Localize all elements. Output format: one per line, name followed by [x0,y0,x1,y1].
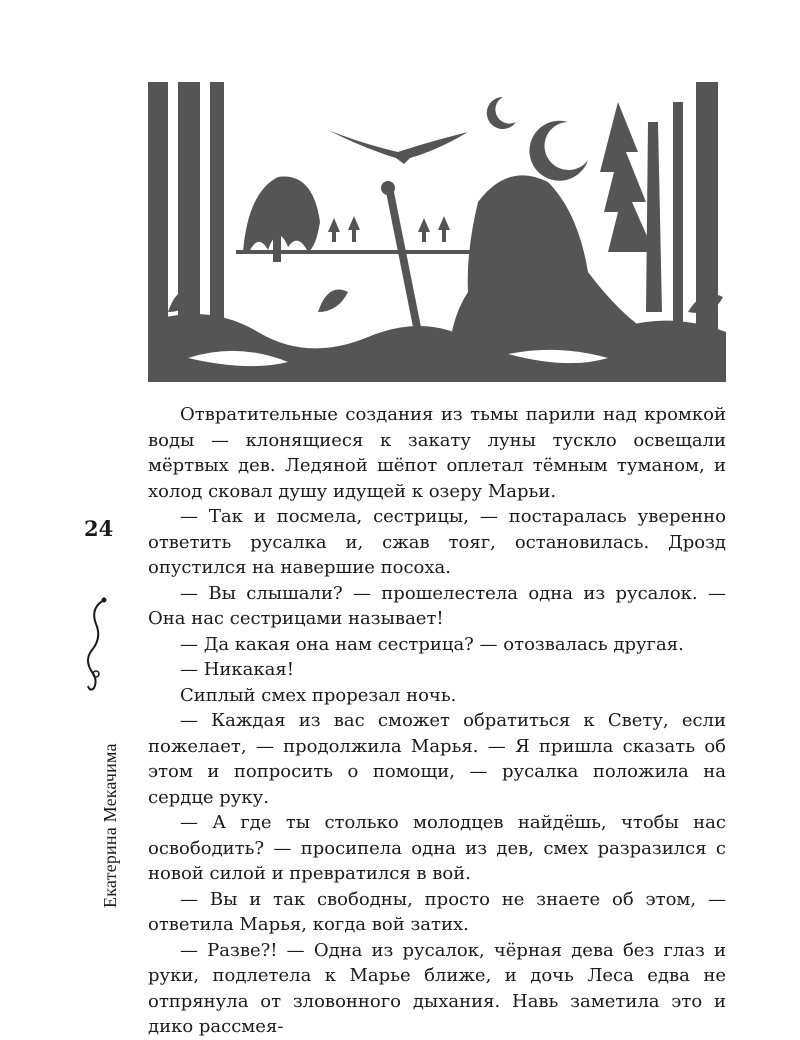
paragraph: — Каждая из вас сможет обратиться к Свету, если пожелает, — продолжила Марья. — Я пришла сказать об этом и попросить о помощи, — русалка положила на сердце руку. [148,710,726,808]
flourish-ornament [82,594,112,694]
paragraph: — Вы и так свободны, просто не знаете об этом, — ответила Марья, когда вой затих. [148,888,726,935]
paragraph: — А где ты столько молодцев найдёшь, чтобы нас освободить? — просипела одна из дев, смех разразился с новой силой и превратился в вой. [148,812,726,884]
author-name: Екатерина Мекачима [100,743,120,908]
paragraph: — Так и посмела, сестрицы, — постаралась уверенно ответить русалка и, сжав тояг, остановилась. Дрозд опустился на навершие посоха. [148,506,726,578]
paragraph: — Никакая! [180,659,294,680]
body-text [148,402,726,1040]
paragraph: — Вы слышали? — прошелестела одна из русалок. — Она нас сестрицами называет! [148,582,726,629]
paragraph: Отвратительные создания из тьмы парили над кромкой воды — клонящиеся к закату луны тускло освещали мёртвых дев. Ледяной шёпот оплетал тёмным туманом, и холод сковал душу идущей к озеру Марьи. [148,404,726,502]
chapter-illustration [148,82,726,382]
paragraph: — Разве?! — Одна из русалок, чёрная дева без глаз и руки, подлетела к Марье ближе, и дочь Леса едва не отпрянула от зловонного дыхания. Навь заметила это и дико рассмея- [148,939,726,1037]
page-number: 24 [84,516,114,541]
paragraph: — Да какая она нам сестрица? — отозвалась другая. [180,633,684,655]
paragraph: Сиплый смех прорезал ночь. [180,684,457,706]
